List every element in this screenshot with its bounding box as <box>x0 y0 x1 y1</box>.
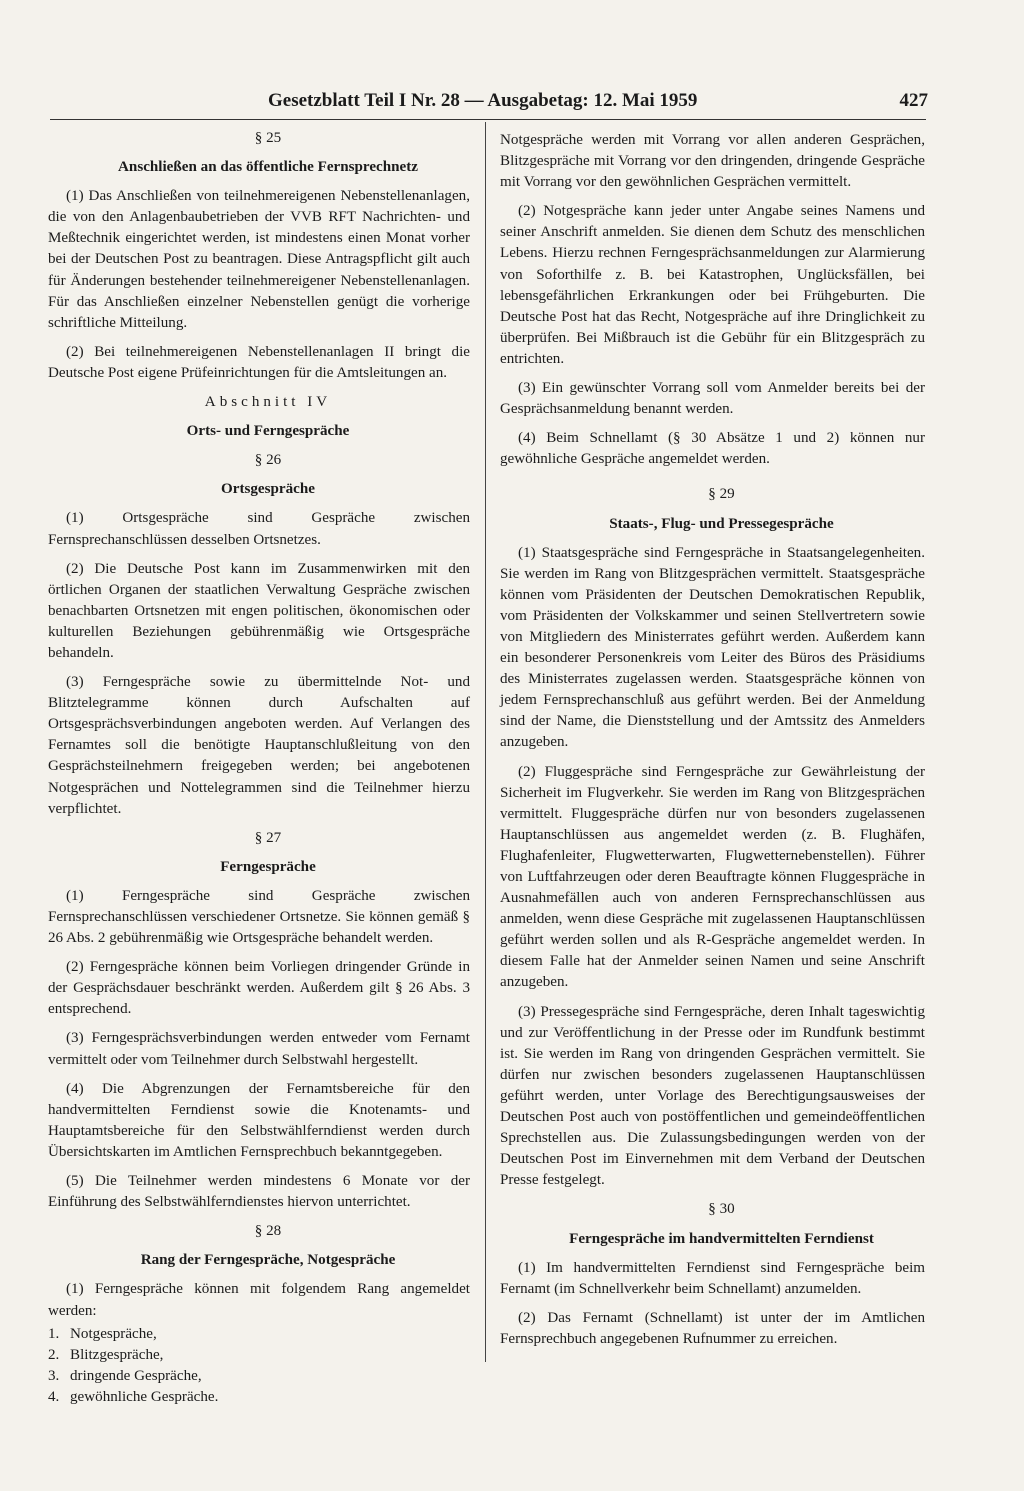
right-column <box>500 130 925 1358</box>
list-item: 3. dringende Gespräche, <box>48 1367 202 1384</box>
chapter-label: Abschnitt IV <box>204 394 332 411</box>
list-item: 4. gewöhnliche Gespräche. <box>48 1388 219 1405</box>
paragraph: (1) Ferngespräche können mit folgendem Rang angemeldet werden: <box>48 1281 470 1319</box>
column-divider <box>485 122 486 1362</box>
page-header <box>268 90 928 116</box>
section-title: Rang der Ferngespräche, Notgespräche <box>140 1252 396 1269</box>
list-item: 1. Notgespräche, <box>48 1325 157 1342</box>
paragraph: (3) Pressegespräche sind Ferngespräche, deren Inhalt tageswichtig und zur Veröffentlichung in der Presse oder im Rundfunk bestimmt ist. Sie werden im Rang von dringenden Gesprächen vermittelt. Sie dürfen nur zwischen besonders zugelassenen Hauptanschlüssen geführt werden, unter Vorlage des Berechtigungsausweises der Deutschen Post auch von postöffentlichen und gemeindeöffentlichen Sprechstellen aus. Die Zulassungsbedingungen werden von der Deutschen Post im Einvernehmen mit dem Verband der Deutschen Presse festgelegt. <box>500 1003 925 1189</box>
rank-list <box>48 1324 470 1408</box>
paragraph: (2) Ferngespräche können beim Vorliegen dringender Gründe in der Gesprächsdauer beschränkt werden. Außerdem gilt § 26 Abs. 3 entsprechend. <box>48 959 470 1018</box>
section-number: § 28 <box>254 1223 282 1240</box>
header-rule <box>50 119 926 120</box>
header-title: Gesetzblatt Teil I Nr. 28 — Ausgabetag: 12. Mai 1959 <box>268 90 698 111</box>
paragraph: (2) Fluggespräche sind Ferngespräche zur Gewährleistung der Sicherheit im Flugverkehr. Sie werden im Rang von Blitzgesprächen vermittelt. Fluggespräche dürfen nur von besonders zugelassenen Hauptanschlüssen aus angemeldet werden (z. B. Flughäfen, Flughafenleiter, Flugwetterwarten, Flugwetternebenstellen). Führer von Luftfahrzeugen oder deren Beauftragte können Fluggespräche in Ausnahmefällen auch von anderen Fernsprechanschlüssen aus anmelden, wenn diese Gespräche mit zugelassenen Hauptanschlüssen geführt werden sollen und als R-Gespräche angemeldet werden. In diesem Falle hat der Anmelder seinen Namen und seine Anschrift anzugeben. <box>500 763 925 991</box>
paragraph: (3) Ein gewünschter Vorrang soll vom Anmelder bereits bei der Gesprächsanmeldung benannt werden. <box>500 380 925 418</box>
paragraph: (2) Das Fernamt (Schnellamt) ist unter der im Amtlichen Fernsprechbuch angegebenen Rufnummer zu erreichen. <box>500 1309 925 1347</box>
chapter-title: Orts- und Ferngespräche <box>186 423 350 440</box>
paragraph: (1) Im handvermittelten Ferndienst sind Ferngespräche beim Fernamt (im Schnellverkehr beim Schnellamt) anzumelden. <box>500 1259 925 1297</box>
paragraph: Notgespräche werden mit Vorrang vor allen anderen Gesprächen, Blitzgespräche mit Vorrang vor den dringenden, dringende Gespräche mit Vorrang vor den gewöhnlichen Gesprächen vermittelt. <box>500 132 925 191</box>
left-column <box>48 128 470 1408</box>
section-number: § 27 <box>254 829 282 846</box>
section-number: § 25 <box>254 130 282 146</box>
section-title: Ferngespräche <box>220 858 316 875</box>
section-number: § 30 <box>708 1201 735 1218</box>
paragraph: (1) Staatsgespräche sind Ferngespräche in Staatsangelegenheiten. Sie werden im Rang von Blitzgesprächen vermittelt. Staatsgespräche können vom Präsidenten der Deutschen Demokratischen Republik, vom Präsidenten der Volkskammer und seinen Stellvertretern sowie von Mitgliedern des Ministerrates geführt werden. Außerdem kann ein besonderer Personenkreis vom Leiter des Büros des Präsidiums des Ministerrates zugelassen werden. Staatsgespräche können von jedem Fernsprechanschluß aus geführt werden. Bei der Anmeldung sind der Name, die Dienststellung und der Amtssitz des Anmelders anzugeben. <box>500 544 925 751</box>
section-title: Ferngespräche im handvermittelten Ferndienst <box>569 1230 874 1247</box>
section-number: § 29 <box>708 486 735 503</box>
paragraph: (4) Die Abgrenzungen der Fernamtsbereiche für den handvermittelten Ferndienst sowie die Knotenamts- und Hauptamtsbereiche für den Selbstwählferndienst werden durch Übersichtskarten im Amtlichen Fernsprechbuch bekanntgegeben. <box>48 1080 470 1160</box>
section-title: Ortsgespräche <box>221 481 315 498</box>
list-item: 2. Blitzgespräche, <box>48 1346 164 1363</box>
paragraph: (2) Notgespräche kann jeder unter Angabe seines Namens und seiner Anschrift anmelden. Sie dienen dem Schutz des menschlichen Lebens. Hierzu rechnen Ferngesprächsanmeldungen zur Alarmierung von Soforthilfe z. B. bei Katastrophen, Unglücksfällen, bei lebensgefährlichen Erkrankungen oder bei Frühgeburten. Die Deutsche Post hat das Recht, Notgespräche auf ihre Dringlichkeit zu überprüfen. Bei Mißbrauch ist die Gebühr für ein Blitzgespräch zu entrichten. <box>500 203 925 367</box>
paragraph: (3) Ferngespräche sowie zu übermittelnde Not- und Blitztelegramme können durch Aufschalten auf Ortsgesprächsverbindungen angeboten werden. Auf Verlangen des Fernamtes soll die benötigte Hauptanschlußleitung von den Gesprächsteilnehmern freigegeben werden; bei angebotenen Notgesprächen und Nottelegrammen sind die Teilnehmer hierzu verpflichtet. <box>48 674 470 817</box>
paragraph: (4) Beim Schnellamt (§ 30 Absätze 1 und 2) können nur gewöhnliche Gespräche angemeldet werden. <box>500 430 925 468</box>
paragraph: (1) Das Anschließen von teilnehmereigenen Nebenstellenanlagen, die von den Anlagenbaubetrieben der VVB RFT Nachrichten- und Meßtechnik eingerichtet werden, ist mindestens einen Monat vorher bei der Deutschen Post zu beantragen. Diese Antragspflicht gilt auch für Änderungen bestehender teilnehmereigener Nebenstellenanlagen. Für das Anschließen einzelner Nebenstellen genügt die vorherige schriftliche Mitteilung. <box>48 188 470 331</box>
paragraph: (2) Die Deutsche Post kann im Zusammenwirken mit den örtlichen Organen der staatlichen Verwaltung Gespräche zwischen benachbarten Ortsnetzen mit engen politischen, ökonomischen oder kulturellen Beziehungen gebührenmäßig wie Ortsgespräche behandeln. <box>48 560 470 661</box>
section-title: Anschließen an das öffentliche Fernsprechnetz <box>118 159 418 176</box>
paragraph: (5) Die Teilnehmer werden mindestens 6 Monate vor der Einführung des Selbstwählferndienstes hiervon unterrichtet. <box>48 1173 470 1211</box>
section-title: Staats-, Flug- und Pressegespräche <box>609 515 834 532</box>
page-number: 427 <box>899 90 928 111</box>
paragraph: (2) Bei teilnehmereigenen Nebenstellenanlagen II bringt die Deutsche Post eigene Prüfeinrichtungen für die Amtsleitungen an. <box>48 343 470 381</box>
paragraph: (1) Ferngespräche sind Gespräche zwischen Fernsprechanschlüssen verschiedener Ortsnetze. Sie können gemäß § 26 Abs. 2 gebührenmäßig wie Ortsgespräche behandelt werden. <box>48 887 470 947</box>
paragraph: (1) Ortsgespräche sind Gespräche zwischen Fernsprechanschlüssen desselben Ortsnetzes. <box>48 510 470 548</box>
section-number: § 26 <box>254 452 282 469</box>
paragraph: (3) Ferngesprächsverbindungen werden entweder vom Fernamt vermittelt oder vom Teilnehmer durch Selbstwahl hergestellt. <box>48 1030 470 1068</box>
